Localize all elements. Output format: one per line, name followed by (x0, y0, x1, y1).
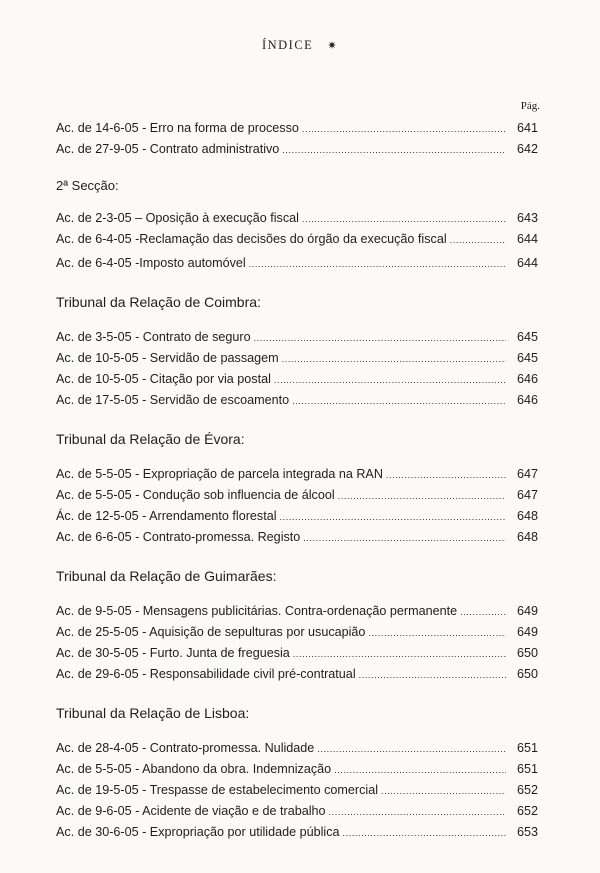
toc-entry (56, 327, 538, 348)
toc-entry-title: Ac. de 9-5-05 - Mensagens publicitárias. Contra-ordenação permanente (56, 604, 458, 618)
toc-entry-title: Ac. de 30-6-05 - Expropriação por utilidade pública (56, 825, 340, 839)
toc-entry-page: 650 (516, 667, 538, 681)
ornament-icon: ✷ (327, 40, 339, 52)
toc-entry (56, 118, 538, 139)
toc-entry-page: 646 (516, 372, 538, 386)
toc-entry-page: 652 (516, 804, 538, 818)
toc-entry (56, 485, 538, 506)
toc-entry-title: Ac. de 5-5-05 - Expropriação de parcela integrada na RAN (56, 467, 383, 481)
dot-leader (338, 486, 506, 507)
dot-leader (334, 760, 506, 781)
toc-entry-page: 650 (516, 646, 538, 660)
section-heading: Tribunal da Relação de Coimbra: (56, 294, 261, 310)
toc-entry-page: 648 (516, 530, 538, 544)
section-heading: 2ª Secção: (56, 178, 119, 193)
dot-leader (329, 802, 506, 823)
dot-leader (302, 119, 506, 140)
toc-entry (56, 664, 538, 685)
toc-entry-title: Ac. de 25-5-05 - Aquisição de sepulturas por usucapião (56, 625, 366, 639)
toc-entry-page: 644 (516, 256, 538, 270)
toc-entry-title: Ac. de 6-6-05 - Contrato-promessa. Registo (56, 530, 301, 544)
toc-entry-title: Ac. de 19-5-05 - Trespasse de estabelecimento comercial (56, 783, 379, 797)
toc-entry-page: 646 (516, 393, 538, 407)
dot-leader (293, 644, 506, 665)
toc-entry (56, 348, 538, 369)
dot-leader (303, 528, 506, 549)
toc-entry-page: 647 (516, 488, 538, 502)
toc-entry (56, 208, 538, 229)
toc-entry-page: 641 (516, 121, 538, 135)
toc-entry (56, 780, 538, 801)
toc-entry (56, 622, 538, 643)
toc-entry (56, 601, 538, 622)
dot-leader (381, 781, 506, 802)
toc-entry-title: Ac. de 3-5-05 - Contrato de seguro (56, 330, 251, 344)
toc-entry (56, 229, 538, 250)
page-header (0, 38, 600, 53)
dot-leader (249, 254, 506, 275)
toc-entry-title: Ac. de 29-6-05 - Responsabilidade civil pré-contratual (56, 667, 356, 681)
toc-entry-page: 644 (516, 232, 538, 246)
toc-entry-page: 649 (516, 625, 538, 639)
section-heading: Tribunal da Relação de Lisboa: (56, 705, 250, 721)
toc-entry-title: Ac. de 10-5-05 - Citação por via postal (56, 372, 271, 386)
dot-leader (274, 370, 506, 391)
dot-leader (368, 623, 506, 644)
dot-leader (359, 665, 506, 686)
toc-entry-page: 645 (516, 351, 538, 365)
toc-entry-title: Ac. de 17-5-05 - Servidão de escoamento (56, 393, 290, 407)
toc-entry-title: Ac. de 6-4-05 -Reclamação das decisões do órgão da execução fiscal (56, 232, 447, 246)
section-heading: Tribunal da Relação de Guimarães: (56, 568, 277, 584)
dot-leader (343, 823, 506, 844)
toc-entry-title: Ac. de 9-6-05 - Acidente de viação e de trabalho (56, 804, 326, 818)
toc-entry-title: Ac. de 5-5-05 - Abandono da obra. Indemnização (56, 762, 332, 776)
toc-entry-title: Ac. de 14-6-05 - Erro na forma de processo (56, 121, 299, 135)
toc-entry (56, 759, 538, 780)
toc-entry-page: 649 (516, 604, 538, 618)
toc-entry-title: Ac. de 10-5-05 - Servidão de passagem (56, 351, 279, 365)
toc-entry (56, 643, 538, 664)
dot-leader (450, 230, 506, 251)
toc-entry-page: 642 (516, 142, 538, 156)
table-of-contents (56, 118, 538, 843)
dot-leader (282, 140, 506, 161)
toc-entry-title: Ac. de 28-4-05 - Contrato-promessa. Nulidade (56, 741, 315, 755)
toc-entry (56, 369, 538, 390)
toc-entry (56, 738, 538, 759)
toc-entry-page: 648 (516, 509, 538, 523)
toc-entry (56, 527, 538, 548)
toc-entry (56, 464, 538, 485)
toc-entry (56, 506, 538, 527)
dot-leader (386, 465, 506, 486)
toc-entry-title: Ac. de 2-3-05 – Oposição à execução fiscal (56, 211, 299, 225)
toc-entry-title: Ac. de 5-5-05 - Condução sob influencia de álcool (56, 488, 335, 502)
toc-entry-title: Ác. de 12-5-05 - Arrendamento florestal (56, 509, 277, 523)
toc-entry (56, 801, 538, 822)
dot-leader (302, 209, 506, 230)
toc-entry-page: 653 (516, 825, 538, 839)
toc-entry (56, 390, 538, 411)
dot-leader (282, 349, 506, 370)
section-heading: Tribunal da Relação de Évora: (56, 431, 245, 447)
toc-entry-page: 647 (516, 467, 538, 481)
dot-leader (280, 507, 506, 528)
toc-entry (56, 822, 538, 843)
dot-leader (460, 602, 506, 623)
toc-entry-page: 645 (516, 330, 538, 344)
page-title: ÍNDICE (261, 38, 314, 52)
toc-entry-title: Ac. de 27-9-05 - Contrato administrativo (56, 142, 280, 156)
toc-entry-page: 651 (516, 762, 538, 776)
dot-leader (292, 391, 506, 412)
dot-leader (254, 328, 506, 349)
toc-entry-page: 652 (516, 783, 538, 797)
toc-entry (56, 139, 538, 160)
toc-entry-title: Ac. de 6-4-05 -Imposto automóvel (56, 256, 246, 270)
toc-entry-page: 643 (516, 211, 538, 225)
toc-entry-page: 651 (516, 741, 538, 755)
toc-entry-title: Ac. de 30-5-05 - Furto. Junta de freguesia (56, 646, 290, 660)
dot-leader (317, 739, 506, 760)
page-column-label: Pág. (520, 100, 540, 112)
toc-entry (56, 253, 538, 274)
